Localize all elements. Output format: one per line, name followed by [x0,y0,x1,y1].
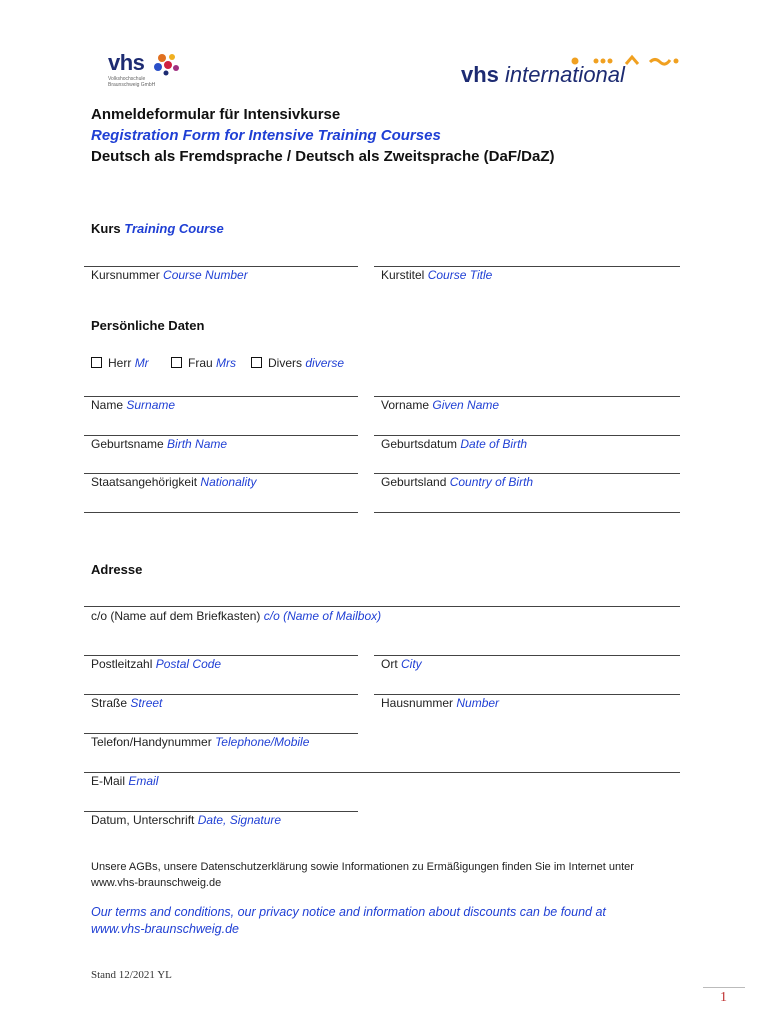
label-en: Surname [126,398,176,412]
field-house-number [381,696,499,710]
field-birth-name [91,437,227,451]
course-number-line[interactable] [84,266,358,267]
label-en: diverse [305,356,345,370]
note-german-line1: Unsere AGBs, unsere Datenschutzerklärung sowie Informationen zu Ermäßigungen finden Sie im Internet unter [91,861,634,873]
field-street [91,696,162,710]
field-postal-code [91,657,221,671]
nationality-line[interactable] [84,473,358,474]
label-de: Herr [108,356,132,370]
page-number-divider [703,987,745,988]
co-line[interactable] [84,606,680,607]
postal-code-line[interactable] [84,655,358,656]
note-german [91,859,691,891]
field-phone [91,735,309,749]
field-date-of-birth [381,437,527,451]
revision-stamp: Stand 12/2021 YL [91,969,172,981]
signature-line[interactable] [84,811,358,812]
intl-logo-rest: international [505,62,625,87]
label-de: E-Mail [91,774,126,788]
label-de: Staatsangehörigkeit [91,475,198,489]
label-de: Ort [381,657,398,671]
label-en: City [401,657,422,671]
field-signature [91,813,281,827]
label-de: Kurstitel [381,268,425,282]
birth-name-line[interactable] [84,435,358,436]
city-line[interactable] [374,655,680,656]
nationality-bottom-line [84,512,358,513]
date-of-birth-line[interactable] [374,435,680,436]
country-bottom-line [374,512,680,513]
vhs-international-logo [461,62,625,88]
section-personal: Persönliche Daten [91,318,205,333]
field-nationality [91,475,256,489]
label-en: Telephone/Mobile [215,735,310,749]
field-given-name [381,398,499,412]
title-english: Registration Form for Intensive Training Courses [91,127,441,144]
section-course-en: Training Course [124,221,224,236]
house-number-line[interactable] [374,694,680,695]
label-de: Vorname [381,398,430,412]
email-line[interactable] [84,772,680,773]
subtitle-subject: Deutsch als Fremdsprache / Deutsch als Zweitsprache (DaF/DaZ) [91,148,555,165]
label-en: Email [128,774,159,788]
label-de: Telefon/Handynummer [91,735,212,749]
vhs-logo-subtitle: Volkshochschule Braunschweig GmbH [108,76,156,88]
label-en: Nationality [200,475,257,489]
label-en: Given Name [432,398,500,412]
label-de: c/o (Name auf dem Briefkasten) [91,609,261,623]
given-name-line[interactable] [374,396,680,397]
course-title-line[interactable] [374,266,680,267]
label-de: Geburtsdatum [381,437,458,451]
section-address: Adresse [91,562,143,577]
country-of-birth-line[interactable] [374,473,680,474]
field-email [91,774,158,788]
label-en: Mrs [216,356,237,370]
note-english [91,904,691,938]
street-line[interactable] [84,694,358,695]
note-english-line1: Our terms and conditions, our privacy notice and information about discounts can be found at [91,905,606,919]
field-co [91,609,381,623]
note-german-link[interactable]: www.vhs-braunschweig.de [91,877,222,889]
salutation-frau[interactable] [171,356,236,370]
label-de: Frau [188,356,213,370]
checkbox-divers[interactable] [251,357,262,368]
label-en: Street [130,696,163,710]
page-number: 1 [720,990,727,1005]
surname-line[interactable] [84,396,358,397]
label-en: c/o (Name of Mailbox) [263,609,382,623]
field-course-number [91,268,248,282]
section-course [91,221,224,236]
label-en: Country of Birth [449,475,534,489]
label-de: Straße [91,696,128,710]
label-en: Number [456,696,500,710]
label-de: Name [91,398,124,412]
label-de: Geburtsland [381,475,447,489]
label-en: Course Title [427,268,493,282]
field-course-title [381,268,492,282]
section-course-de: Kurs [91,221,121,236]
label-en: Course Number [163,268,248,282]
label-en: Postal Code [155,657,222,671]
label-de: Divers [268,356,303,370]
label-de: Postleitzahl [91,657,153,671]
field-surname [91,398,175,412]
label-de: Datum, Unterschrift [91,813,195,827]
label-de: Geburtsname [91,437,164,451]
field-country-of-birth [381,475,533,489]
note-english-link[interactable]: www.vhs-braunschweig.de [91,922,239,936]
intl-logo-bold: vhs [461,62,499,87]
field-city [381,657,422,671]
label-de: Hausnummer [381,696,454,710]
vhs-logo-text: vhs [108,50,145,75]
label-en: Mr [134,356,149,370]
title-german: Anmeldeformular für Intensivkurse [91,106,341,123]
phone-line[interactable] [84,733,358,734]
label-en: Birth Name [167,437,228,451]
salutation-divers[interactable] [251,356,344,370]
checkbox-herr[interactable] [91,357,102,368]
checkbox-frau[interactable] [171,357,182,368]
vhs-logo-dots-icon [152,52,182,76]
label-en: Date, Signature [197,813,282,827]
label-de: Kursnummer [91,268,160,282]
salutation-herr[interactable] [91,356,149,370]
label-en: Date of Birth [460,437,528,451]
